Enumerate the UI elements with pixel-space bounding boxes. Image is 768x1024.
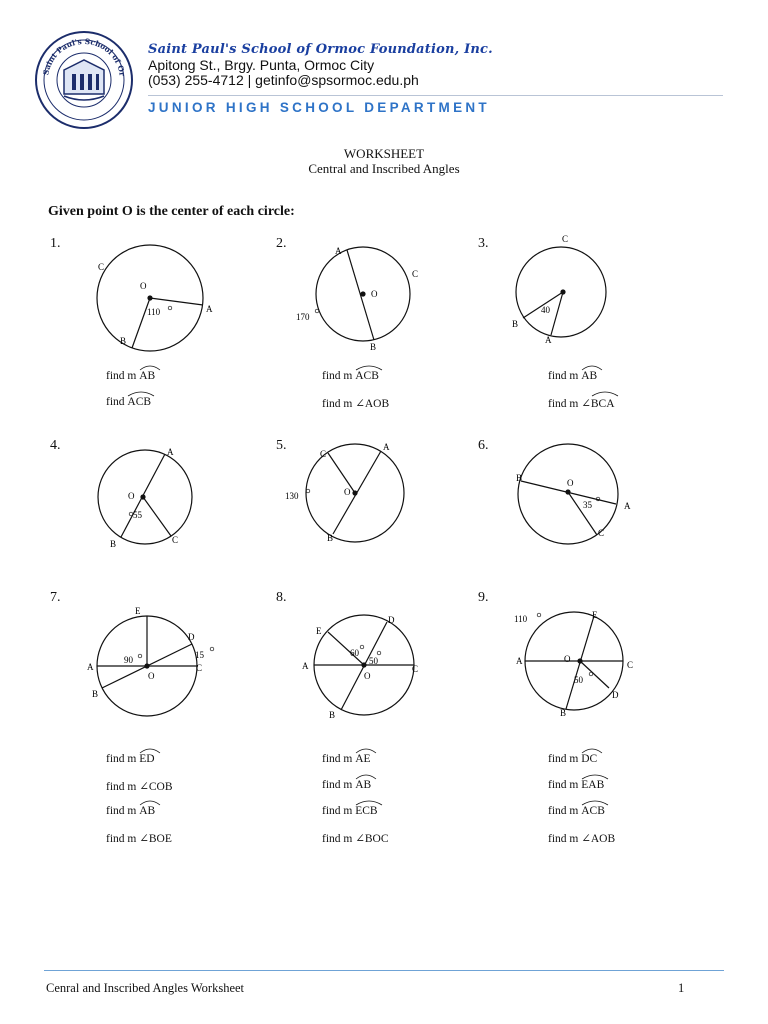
svg-text:C: C (627, 660, 634, 670)
question-8b: find m AB (322, 779, 371, 791)
svg-text:O: O (567, 478, 574, 488)
problem-5-number: 5. (276, 438, 287, 453)
question-3b: find m ∠ BCA (548, 396, 615, 410)
svg-text:O: O (140, 281, 147, 291)
svg-text:B: B (120, 336, 127, 346)
question-9c: find m ACB (548, 805, 605, 817)
problem-5-diagram (283, 440, 433, 555)
question-2b: find m ∠AOB (322, 398, 390, 410)
svg-text:C: C (98, 262, 105, 272)
problem-2-diagram (290, 240, 440, 360)
question-7c: find m AB (106, 805, 155, 817)
worksheet-subtitle: Central and Inscribed Angles (308, 161, 460, 176)
svg-text:15: 15 (195, 650, 204, 660)
problem-9-diagram (512, 606, 652, 721)
svg-text:B: B (329, 710, 336, 720)
problem-9-number: 9. (478, 590, 489, 605)
svg-text:110: 110 (147, 307, 161, 317)
svg-text:50: 50 (369, 656, 378, 666)
school-name: Saint Paul's School of Ormoc Foundation, Inc. (148, 42, 493, 57)
department-name: JUNIOR HIGH SCHOOL DEPARTMENT (148, 100, 490, 115)
svg-text:C: C (598, 528, 605, 538)
svg-text:O: O (564, 654, 571, 664)
svg-text:B: B (327, 533, 334, 543)
svg-text:E: E (316, 626, 322, 636)
page-number: 1 (678, 981, 685, 995)
school-seal-logo (34, 30, 134, 130)
svg-text:B: B (110, 539, 117, 549)
svg-text:O: O (364, 671, 371, 681)
svg-text:O: O (148, 671, 155, 681)
svg-text:A: A (516, 656, 523, 666)
problem-4-diagram (85, 440, 225, 555)
svg-text:D: D (188, 632, 195, 642)
svg-text:A: A (302, 661, 309, 671)
svg-text:170: 170 (296, 312, 310, 322)
svg-text:A: A (206, 304, 213, 314)
problem-2-number: 2. (276, 236, 287, 251)
svg-text:O: O (344, 487, 351, 497)
problem-1-number: 1. (50, 236, 61, 251)
svg-text:O: O (128, 491, 135, 501)
svg-text:55: 55 (133, 510, 142, 520)
svg-text:C: C (562, 234, 569, 244)
svg-text:B: B (516, 473, 523, 483)
svg-text:A: A (383, 442, 390, 452)
svg-text:A: A (167, 447, 174, 457)
svg-text:A: A (335, 246, 342, 256)
svg-text:50: 50 (574, 675, 583, 685)
instructions: Given point O is the center of each circle: (48, 204, 295, 219)
problem-3-diagram (505, 230, 645, 350)
svg-text:D: D (612, 690, 619, 700)
problem-6-diagram (500, 440, 650, 555)
problem-3-number: 3. (478, 236, 489, 251)
problem-1-diagram (80, 240, 230, 360)
problem-7-diagram (82, 604, 232, 709)
svg-text:90: 90 (124, 655, 133, 665)
problem-8-diagram (296, 610, 446, 725)
problem-6-number: 6. (478, 438, 489, 453)
question-8d: find m ∠BOC (322, 833, 389, 845)
school-address: Apitong St., Brgy. Punta, Ormoc City (148, 57, 375, 73)
svg-text:E: E (135, 606, 141, 616)
question-9d: find m ∠AOB (548, 833, 616, 845)
svg-text:C: C (412, 269, 419, 279)
svg-text:110: 110 (514, 614, 528, 624)
question-9a: find m DC (548, 753, 597, 765)
question-8a: find m AE (322, 753, 371, 765)
svg-text:Saint Paul's School of Ormoc F: Saint Paul's School of Or (41, 36, 127, 77)
svg-text:C: C (172, 535, 179, 545)
svg-text:B: B (92, 689, 99, 699)
worksheet-title: WORKSHEET (343, 146, 425, 161)
footer-title: Cenral and Inscribed Angles Worksheet (46, 981, 245, 995)
svg-text:C: C (320, 449, 327, 459)
svg-text:130: 130 (285, 491, 299, 501)
svg-text:C: C (196, 663, 203, 673)
question-2a: find m ACB (322, 370, 379, 382)
problem-8-number: 8. (276, 590, 287, 605)
svg-text:E: E (592, 610, 598, 620)
svg-text:B: B (512, 319, 519, 329)
svg-text:35: 35 (583, 500, 592, 510)
school-contact: (053) 255-4712 | getinfo@spsormoc.edu.ph (148, 72, 419, 88)
letterhead (0, 0, 768, 130)
question-1a: find m AB (106, 370, 155, 382)
svg-text:60: 60 (350, 648, 359, 658)
center-point (147, 295, 152, 300)
question-3a: find m AB (548, 370, 597, 382)
svg-text:D: D (388, 615, 395, 625)
svg-text:A: A (87, 662, 94, 672)
svg-text:A: A (624, 501, 631, 511)
problem-4-number: 4. (50, 438, 61, 453)
question-7d: find m ∠BOE (106, 833, 172, 845)
problem-7-number: 7. (50, 590, 61, 605)
footer-divider (44, 970, 724, 971)
question-8c: find m ECB (322, 805, 378, 817)
question-7a: find m ED (106, 753, 155, 765)
svg-text:40: 40 (541, 305, 550, 315)
question-1b: find ACB (106, 396, 151, 408)
svg-text:C: C (412, 664, 419, 674)
svg-text:B: B (370, 342, 377, 352)
header-divider (148, 95, 723, 96)
question-9b: find m EAB (548, 779, 604, 791)
svg-text:O: O (371, 289, 378, 299)
question-7b: find m ∠COB (106, 781, 173, 793)
svg-text:B: B (560, 708, 567, 718)
svg-text:A: A (545, 335, 552, 345)
